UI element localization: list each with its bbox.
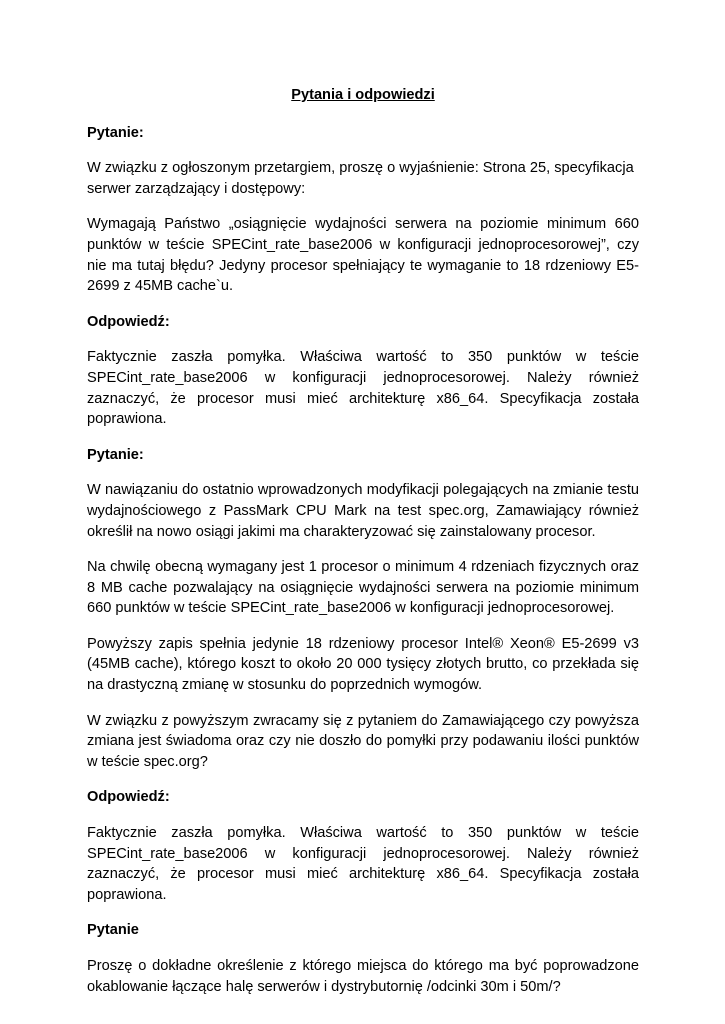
paragraph: Powyższy zapis spełnia jedynie 18 rdzeniowy procesor Intel® Xeon® E5-2699 v3 (45MB cache), którego koszt to około 20 000 tysięcy złotych brutto, co przekłada się na drastyczną zmianę w stosunku do poprzednich wymogów. bbox=[87, 635, 639, 694]
section-heading: Pytanie: bbox=[87, 124, 144, 141]
answer-section bbox=[87, 787, 639, 905]
paragraph: W nawiązaniu do ostatnio wprowadzonych modyfikacji polegających na zmianie testu wydajnościowego z PassMark CPU Mark na test spec.org, Zamawiający również określił na nowo osiągi jakimi ma charakteryzować się zainstalowany procesor. bbox=[87, 482, 639, 540]
paragraph: Na chwilę obecną wymagany jest 1 procesor o minimum 4 rdzeniach fizycznych oraz 8 MB cache pozwalający na osiągnięcie wydajności serwera na poziomie minimum 660 punktów w teście SPECint_rate_base2006 w konfiguracji jednoprocesorowej. bbox=[87, 559, 639, 617]
page-title: Pytania i odpowiedzi bbox=[291, 87, 435, 103]
paragraph: W związku z ogłoszonym przetargiem, proszę o wyjaśnienie: Strona 25, specyfikacja serwer zarządzający i dostępowy: bbox=[87, 160, 634, 197]
section-heading: Pytanie: bbox=[87, 446, 144, 463]
paragraph: W związku z powyższym zwracamy się z pytaniem do Zamawiającego czy powyższa zmiana jest świadoma oraz czy nie doszło do pomyłki przy podawaniu ilości punktów w teście spec.org? bbox=[87, 712, 639, 770]
paragraph: Proszę o dokładne określenie z którego miejsca do którego ma być poprowadzone okablowanie łączące halę serwerów i dystrybutornię /odcinki 30m i 50m/? bbox=[87, 958, 639, 995]
paragraph: Wymagają Państwo „osiągnięcie wydajności serwera na poziomie minimum 660 punktów w teście SPECint_rate_base2006 w konfiguracji jednoprocesorowej”, czy nie ma tutaj błędu? Jedyny procesor spełniający te wymaganie to 18 rdzeniowy E5-2699 z 45MB cache`u. bbox=[87, 216, 639, 295]
question-section bbox=[87, 920, 639, 997]
section-heading: Odpowiedź: bbox=[87, 789, 170, 806]
section-heading: Odpowiedź: bbox=[87, 313, 170, 330]
question-section bbox=[87, 123, 639, 297]
paragraph: Faktycznie zaszła pomyłka. Właściwa wartość to 350 punktów w teście SPECint_rate_base2006 w konfiguracji jednoprocesorowej. Należy również zaznaczyć, że procesor musi mieć architekturę x86_64. Specyfikacja została poprawiona. bbox=[87, 825, 639, 903]
answer-section bbox=[87, 312, 639, 430]
document-page bbox=[87, 85, 639, 1012]
section-heading: Pytanie bbox=[87, 922, 139, 939]
question-section bbox=[87, 445, 639, 773]
paragraph: Faktycznie zaszła pomyłka. Właściwa wartość to 350 punktów w teście SPECint_rate_base2006 w konfiguracji jednoprocesorowej. Należy również zaznaczyć, że procesor musi mieć architekturę x86_64. Specyfikacja została poprawiona. bbox=[87, 349, 639, 428]
